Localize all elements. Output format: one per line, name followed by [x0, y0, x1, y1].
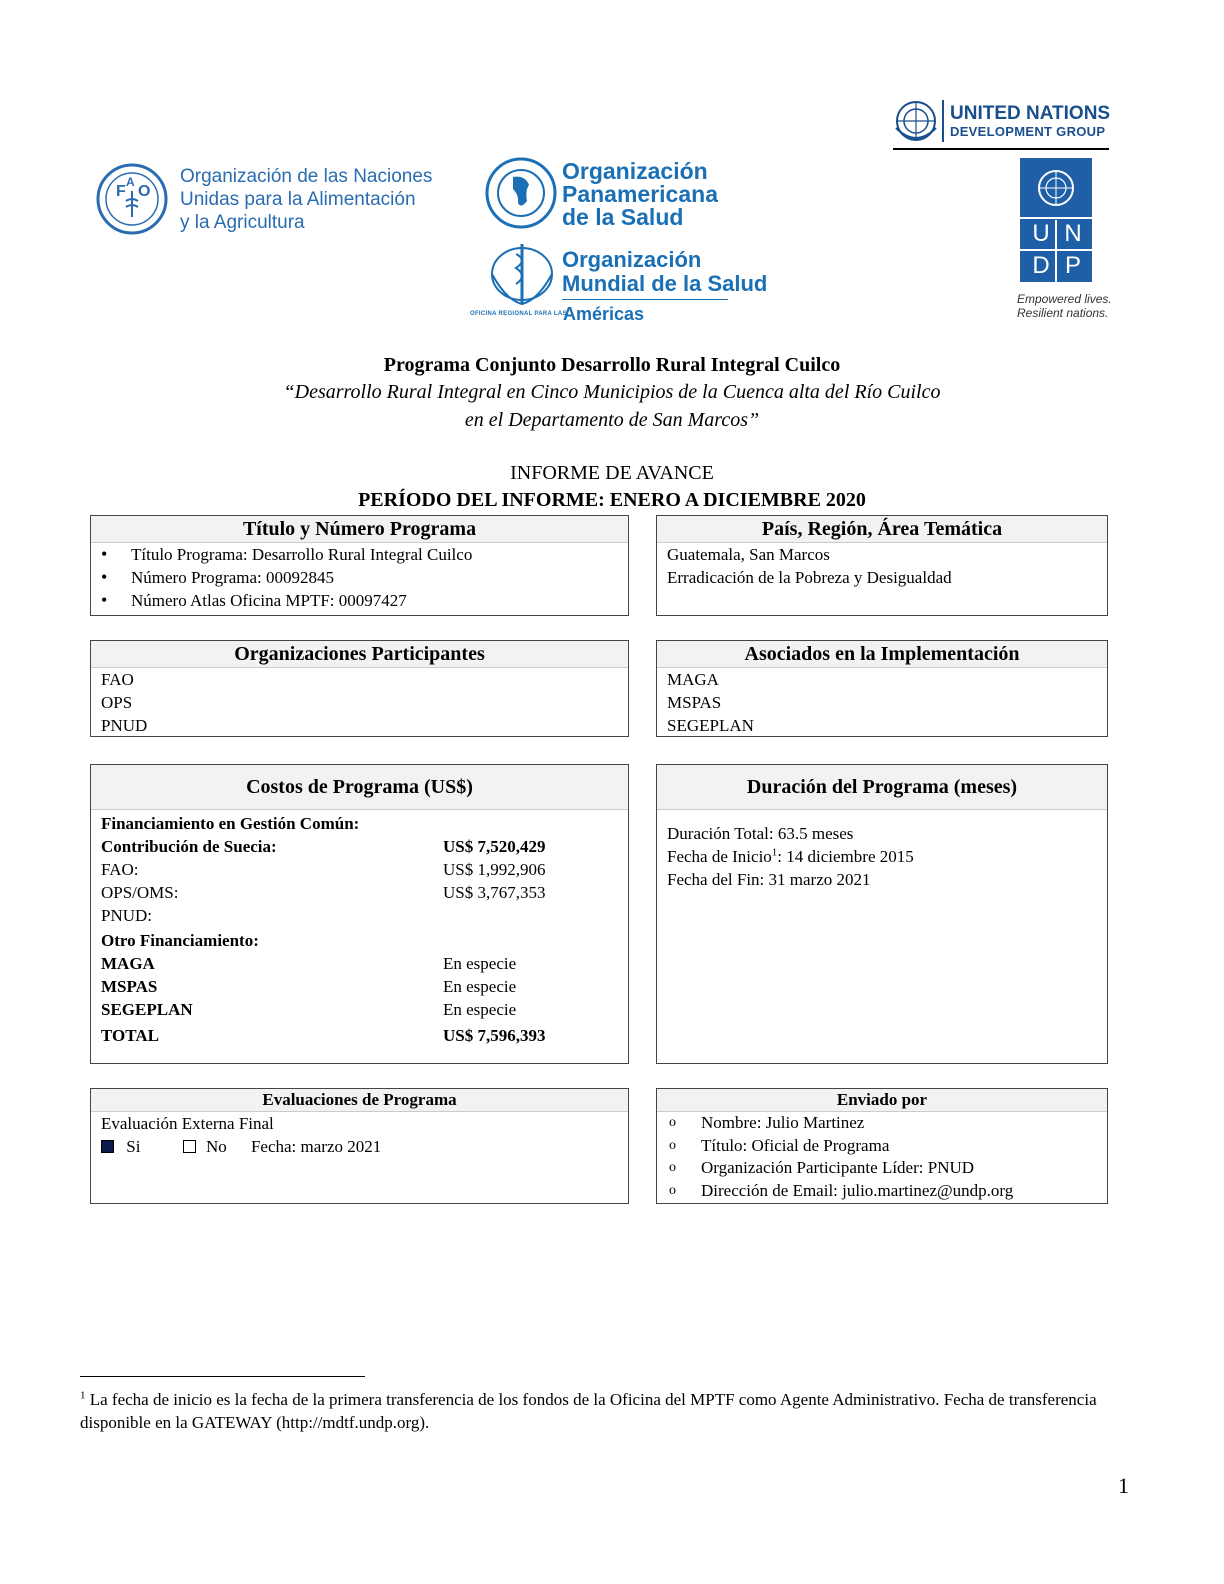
who-line: Mundial de la Salud [562, 271, 768, 296]
evaluation-date: Fecha: marzo 2021 [250, 1137, 382, 1156]
un-globe-icon [893, 98, 939, 144]
text-line: SEGEPLAN [667, 716, 754, 735]
program-info-list [91, 543, 628, 612]
cost-row [101, 975, 618, 998]
paho-logo [485, 157, 557, 229]
box-heading: Costos de Programa (US$) [91, 765, 628, 810]
cost-label: MSPAS [101, 977, 158, 996]
paho-line: Panamericana [562, 181, 718, 207]
footnote-number: 1 [80, 1389, 86, 1402]
evaluations-body [91, 1112, 628, 1158]
cost-row [101, 881, 618, 904]
duration-body [657, 810, 1107, 891]
svg-text:A: A [126, 175, 135, 189]
undp-tagline-1: Empowered lives. [1017, 292, 1112, 306]
evaluation-type: Evaluación Externa Final [101, 1114, 274, 1133]
report-title: INFORME DE AVANCE [510, 462, 714, 484]
cost-row [101, 904, 618, 927]
undg-rule [893, 148, 1109, 150]
page-number: 1 [1118, 1473, 1129, 1498]
evaluation-options [101, 1135, 618, 1158]
paho-name [562, 160, 718, 229]
program-costs-box [90, 764, 629, 1064]
cost-value: US$ 1,992,906 [443, 860, 546, 879]
undp-letter: D [1032, 252, 1050, 279]
undp-tagline [1017, 292, 1112, 320]
list-item: o Dirección de Email: julio.martinez@undp.org [667, 1180, 1107, 1203]
partners-body [657, 668, 1107, 737]
fao-line: Organización de las Naciones [180, 166, 433, 187]
start-date-label: Fecha de Inicio [667, 847, 772, 866]
list-item: o Organización Participante Líder: PNUD [667, 1157, 1107, 1180]
fao-emblem-icon [95, 163, 170, 235]
box-heading: Enviado por [657, 1089, 1107, 1112]
costs-body [91, 810, 628, 1047]
list-item: o Título: Oficial de Programa [667, 1135, 1107, 1158]
country-region-body [657, 543, 1107, 589]
fao-line: Unidas para la Alimentación [180, 189, 416, 210]
cost-row [101, 1024, 618, 1047]
fao-name [180, 165, 460, 234]
footnote [80, 1388, 1170, 1434]
paho-line: Organización [562, 158, 708, 184]
program-duration-box [656, 764, 1108, 1064]
paho-line: de la Salud [562, 204, 684, 230]
list-item: • Número Atlas Oficina MPTF: 00097427 [97, 589, 628, 612]
cost-label: OPS/OMS: [101, 883, 179, 902]
country-region-box [656, 515, 1108, 616]
cost-label: FAO: [101, 860, 139, 879]
list-item: • Número Programa: 00092845 [97, 566, 628, 589]
undp-logo [1020, 158, 1092, 282]
si-checkbox[interactable] [101, 1140, 114, 1153]
cost-value: US$ 3,767,353 [443, 883, 546, 902]
cost-value: En especie [443, 977, 517, 996]
start-date [667, 845, 1097, 868]
cost-row [101, 998, 618, 1021]
si-label: Si [126, 1137, 141, 1156]
box-heading: Asociados en la Implementación [657, 641, 1107, 668]
undp-tagline-2: Resilient nations. [1017, 306, 1109, 320]
orgs-body [91, 668, 628, 737]
un-emblem [893, 98, 939, 144]
fao-line: y la Agricultura [180, 212, 305, 233]
who-logo [486, 240, 558, 308]
box-heading: Duración del Programa (meses) [657, 765, 1107, 810]
text-line: FAO [101, 670, 134, 689]
no-label: No [205, 1137, 227, 1156]
who-americas: Américas [563, 304, 645, 324]
duration-total: Duración Total: 63.5 meses [667, 824, 854, 843]
box-heading: País, Región, Área Temática [657, 516, 1107, 543]
footnote-ref: 1 [771, 846, 778, 859]
text-line: PNUD [101, 716, 148, 735]
program-title: Programa Conjunto Desarrollo Rural Integral Cuilco [383, 354, 841, 376]
box-heading: Organizaciones Participantes [91, 641, 628, 668]
implementing-partners-box [656, 640, 1108, 737]
fao-logo [95, 163, 170, 235]
cost-label: MAGA [101, 954, 155, 973]
who-name [562, 248, 767, 296]
submitter-list [657, 1112, 1107, 1202]
cost-label: PNUD: [101, 906, 153, 925]
undg-name [950, 103, 1110, 139]
svg-text:O: O [138, 183, 151, 200]
undp-letter: N [1064, 220, 1082, 247]
undp-letter: U [1032, 220, 1050, 247]
cost-label: TOTAL [101, 1026, 159, 1045]
undp-letter: P [1064, 252, 1081, 279]
footnote-rule [80, 1376, 365, 1377]
cost-row [101, 858, 618, 881]
box-heading: Evaluaciones de Programa [91, 1089, 628, 1112]
undg-line1: UNITED NATIONS [950, 103, 1111, 124]
start-date-value: : 14 diciembre 2015 [777, 847, 914, 866]
who-divider [562, 299, 728, 300]
text-line: MSPAS [667, 693, 722, 712]
text-line: Erradicación de la Pobreza y Desigualdad [667, 568, 952, 587]
program-subtitle: “Desarrollo Rural Integral en Cinco Municipios de la Cuenca alta del Río Cuilco [283, 381, 941, 403]
cost-value: En especie [443, 1000, 517, 1019]
no-checkbox[interactable] [183, 1140, 196, 1153]
program-title-box [90, 515, 629, 616]
paho-emblem-icon [485, 157, 557, 229]
end-date: Fecha del Fin: 31 marzo 2021 [667, 870, 871, 889]
box-heading: Título y Número Programa [91, 516, 628, 543]
cost-value: En especie [443, 954, 517, 973]
text-line: Guatemala, San Marcos [667, 545, 830, 564]
program-evaluations-box [90, 1088, 629, 1204]
participating-orgs-box [90, 640, 629, 737]
cost-label: SEGEPLAN [101, 1000, 193, 1019]
cost-value: US$ 7,520,429 [443, 837, 546, 856]
common-funding-label: Financiamiento en Gestión Común: [101, 814, 360, 833]
submitted-by-box [656, 1088, 1108, 1204]
text-line: MAGA [667, 670, 719, 689]
cost-row [101, 952, 618, 975]
text-line: OPS [101, 693, 133, 712]
who-office: OFICINA REGIONAL PARA LAS [470, 311, 567, 317]
undg-divider [942, 100, 944, 142]
cost-label: Contribución de Suecia: [101, 837, 277, 856]
list-item: o Nombre: Julio Martinez [667, 1112, 1107, 1135]
report-period: PERÍODO DEL INFORME: ENERO A DICIEMBRE 2020 [358, 489, 866, 511]
footnote-text: La fecha de inicio es la fecha de la primera transferencia de los fondos de la Oficina del MPTF como Agente Administrativo. Fecha de transferencia disponible en la GATEWAY (http://mdtf.undp.org). [80, 1390, 1097, 1432]
other-funding-label: Otro Financiamiento: [101, 931, 259, 950]
svg-text:F: F [116, 183, 126, 200]
program-subtitle: en el Departamento de San Marcos” [464, 409, 760, 431]
list-item: • Título Programa: Desarrollo Rural Integral Cuilco [97, 543, 628, 566]
undg-line2: DEVELOPMENT GROUP [950, 124, 1106, 139]
who-emblem-icon [486, 240, 558, 308]
who-line: Organización [562, 247, 702, 272]
cost-row [101, 835, 618, 858]
cost-value: US$ 7,596,393 [443, 1026, 546, 1045]
